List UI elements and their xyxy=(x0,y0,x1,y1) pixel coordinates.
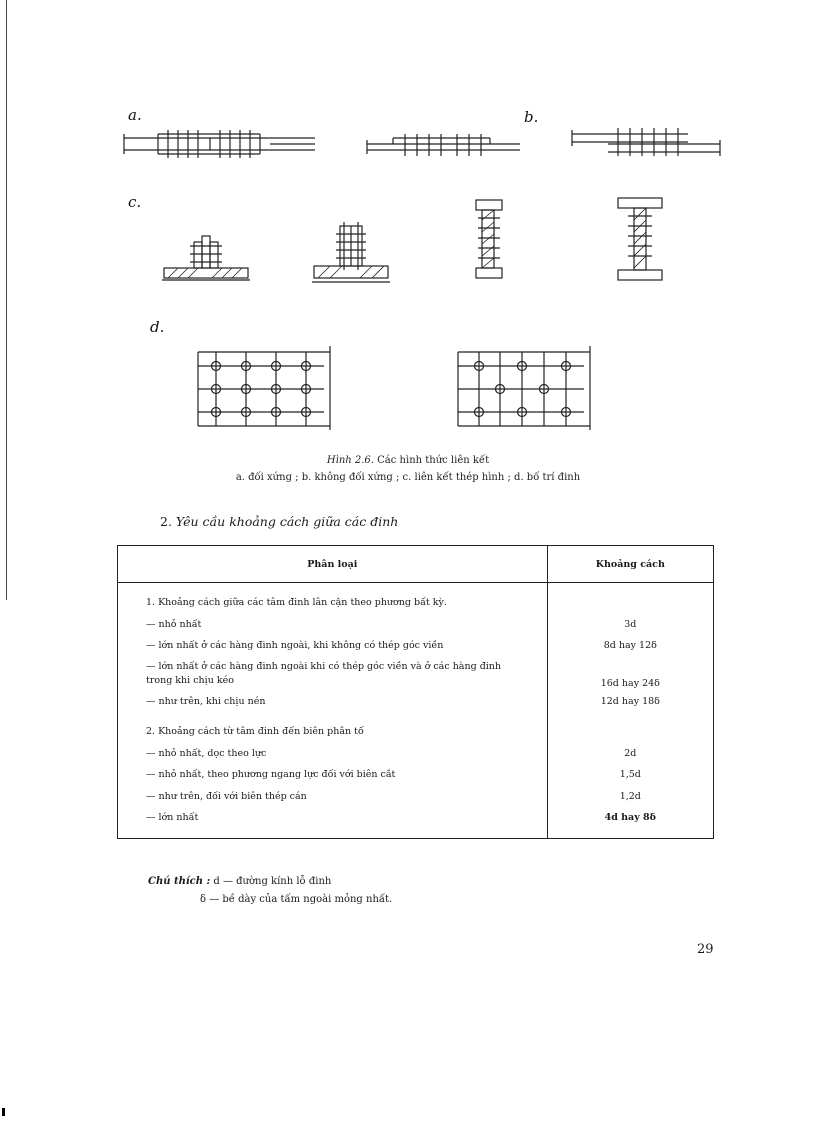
page-number: 29 xyxy=(697,942,714,957)
table-row-value xyxy=(548,592,713,614)
table-row-value xyxy=(548,721,713,743)
section-channel-drawing xyxy=(466,196,510,286)
table-row-label: — nhỏ nhất xyxy=(146,618,202,630)
notes-line-2: δ — bề dày của tấm ngoài mỏng nhất. xyxy=(200,894,393,905)
table-row-label: — nhỏ nhất, dọc theo lực xyxy=(146,747,267,759)
rivet-layout-grid-drawing xyxy=(194,344,334,432)
scan-mark xyxy=(2,1108,5,1116)
category-column xyxy=(118,583,548,839)
section-t-plates-drawing xyxy=(310,220,392,286)
table-row-value: 4d hay 8δ xyxy=(604,812,656,823)
section-heading xyxy=(160,514,398,529)
table-header-row xyxy=(118,546,714,583)
figure-caption-subtitle: a. đối xứng ; b. không đối xứng ; c. liên kết thép hình ; d. bố trí đinh xyxy=(235,472,581,483)
table-row-label: — như trên, khi chịu nén xyxy=(146,695,266,707)
figure-label-d: d. xyxy=(150,318,165,336)
section-t-angles-drawing xyxy=(160,228,252,286)
notes-line-1 xyxy=(148,876,331,887)
header-category: Phân loại xyxy=(118,546,548,583)
notes-prefix: Chú thích : xyxy=(148,876,211,887)
joint-single-lap-drawing xyxy=(568,126,728,160)
table-row-label: — lớn nhất ở các hàng đinh ngoài khi có thép góc viền và ở các hàng đinh trong khi chịu kéo xyxy=(146,660,502,686)
figure-caption-prefix: Hình 2.6. xyxy=(326,455,374,466)
table-row-label: 1. Khoảng cách giữa các tâm đinh lân cận theo phương bất kỳ. xyxy=(146,597,447,608)
table-row-label: — lớn nhất xyxy=(146,812,199,823)
rivet-layout-staggered-drawing xyxy=(454,344,594,432)
header-distance: Khoảng cách xyxy=(547,546,713,583)
figure-label-c: c. xyxy=(128,193,142,211)
table-row-label: 2. Khoảng cách từ tâm đinh đến biên phân tố xyxy=(146,726,364,737)
figure-caption-title xyxy=(0,455,816,466)
joint-asymmetric-drawing xyxy=(365,130,525,160)
scan-border-left xyxy=(6,0,7,600)
table-row-value: 8d hay 12δ xyxy=(603,640,657,651)
table-row-value: 1,5d xyxy=(619,769,641,780)
section-i-beam-drawing xyxy=(614,194,666,286)
table-row-value: 1,2d xyxy=(619,790,641,802)
section-title: Yêu cầu khoảng cách giữa các đinh xyxy=(175,514,399,529)
figure-label-a: a. xyxy=(128,106,142,124)
table-body xyxy=(118,583,714,839)
table-row-label: — nhỏ nhất, theo phương ngang lực đối với biên cắt xyxy=(146,769,396,780)
figure-label-b: b. xyxy=(524,108,539,126)
figure-caption-text: Các hình thức liên kết xyxy=(377,455,490,466)
table-row-value: 12d hay 18δ xyxy=(600,695,660,707)
section-number: 2. xyxy=(160,514,172,529)
joint-symmetric-drawing xyxy=(120,126,320,162)
distance-column xyxy=(547,583,713,839)
spacing-requirements-table xyxy=(117,545,714,839)
table-row-label: — như trên, đối với biên thép cán xyxy=(146,790,307,802)
notes-text-1: d — đường kính lỗ đinh xyxy=(213,876,332,887)
table-row-label: — lớn nhất ở các hàng đinh ngoài, khi không có thép góc viền xyxy=(146,640,444,651)
table-row-value: 2d xyxy=(624,747,637,759)
table-row-value: 3d xyxy=(624,618,637,630)
table-row-value: 16d hay 24δ xyxy=(600,677,660,689)
